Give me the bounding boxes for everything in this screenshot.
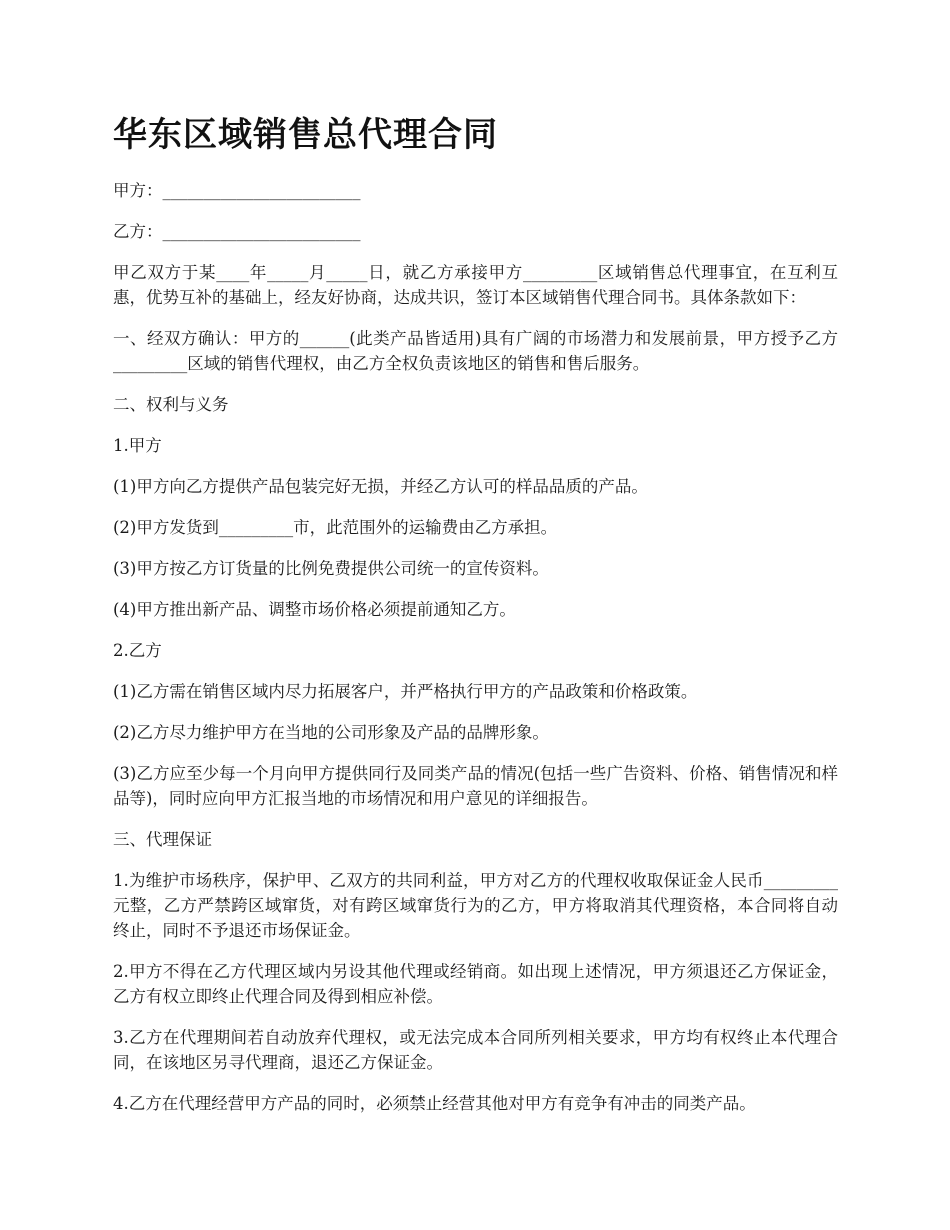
subheading-party-b: 2.乙方 <box>113 641 162 660</box>
party-a-item-2: (2)甲方发货到_________市，此范围外的运输费由乙方承担。 <box>113 518 558 537</box>
preamble-paragraph: 甲乙双方于某____年_____月_____日，就乙方承接甲方_________区域销售总代理事宜，在互利互惠，优势互补的基础上，经友好协商，达成共识，签订本区域销售代理合同书。具体条款如下： <box>113 263 838 307</box>
party-b-line: 乙方：________________________ <box>113 222 361 241</box>
section-heading-guarantee: 三、代理保证 <box>113 830 212 849</box>
party-a-item-4: (4)甲方推出新产品、调整市场价格必须提前通知乙方。 <box>113 600 516 619</box>
section-heading-rights: 二、权利与义务 <box>113 395 229 414</box>
guarantee-item-3: 3.乙方在代理期间若自动放弃代理权，或无法完成本合同所列相关要求，甲方均有权终止本代理合同，在该地区另寻代理商，退还乙方保证金。 <box>113 1028 838 1072</box>
clause-1-paragraph: 一、经双方确认：甲方的______(此类产品皆适用)具有广阔的市场潜力和发展前景，甲方授予乙方_________区域的销售代理权，由乙方全权负责该地区的销售和售后服务。 <box>113 329 838 373</box>
party-b-item-1: (1)乙方需在销售区域内尽力拓展客户，并严格执行甲方的产品政策和价格政策。 <box>113 682 698 701</box>
guarantee-item-1: 1.为维护市场秩序，保护甲、乙双方的共同利益，甲方对乙方的代理权收取保证金人民币_________元整，乙方严禁跨区域窜货，对有跨区域窜货行为的乙方，甲方将取消其代理资格，本合同将自动终止，同时不予退还市场保证金。 <box>113 871 838 940</box>
guarantee-item-2: 2.甲方不得在乙方代理区域内另设其他代理或经销商。如出现上述情况，甲方须退还乙方保证金，乙方有权立即终止代理合同及得到相应补偿。 <box>113 962 838 1006</box>
guarantee-item-4: 4.乙方在代理经营甲方产品的同时，必须禁止经营其他对甲方有竞争有冲击的同类产品。 <box>113 1094 756 1113</box>
subheading-party-a: 1.甲方 <box>113 436 162 455</box>
document-title: 华东区域销售总代理合同 <box>113 115 498 155</box>
party-a-item-1: (1)甲方向乙方提供产品包装完好无损，并经乙方认可的样品品质的产品。 <box>113 477 648 496</box>
party-a-line: 甲方：________________________ <box>113 181 361 200</box>
party-a-item-3: (3)甲方按乙方订货量的比例免费提供公司统一的宣传资料。 <box>113 559 549 578</box>
party-b-item-2: (2)乙方尽力维护甲方在当地的公司形象及产品的品牌形象。 <box>113 723 549 742</box>
party-b-item-3: (3)乙方应至少每一个月向甲方提供同行及同类产品的情况(包括一些广告资料、价格、销售情况和样品等)，同时应向甲方汇报当地的市场情况和用户意见的详细报告。 <box>113 764 838 808</box>
document-body <box>113 178 838 1132</box>
